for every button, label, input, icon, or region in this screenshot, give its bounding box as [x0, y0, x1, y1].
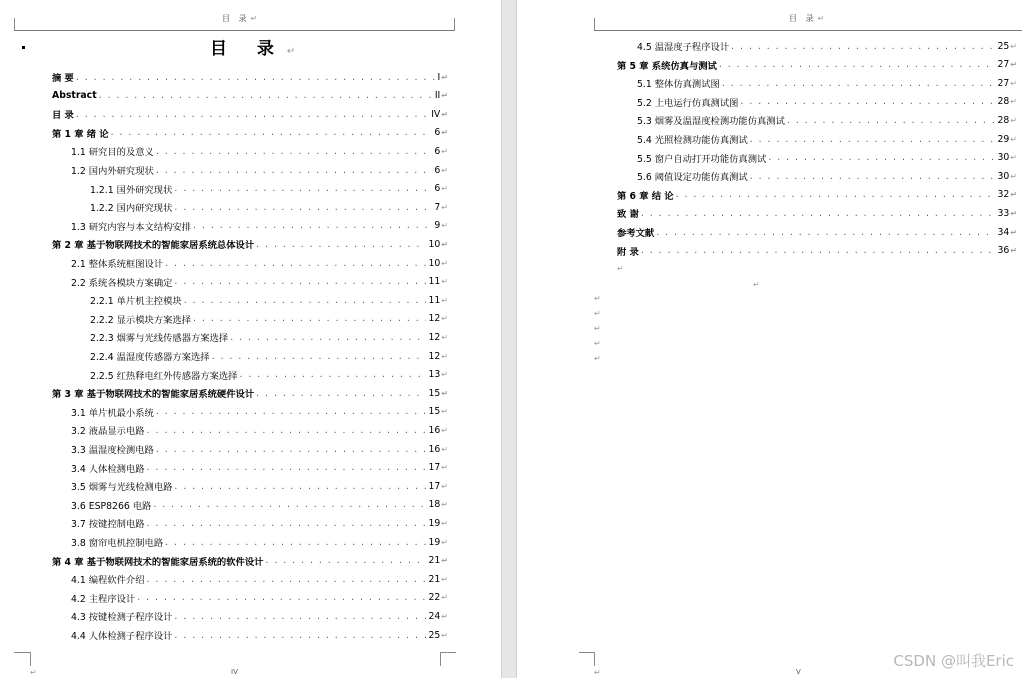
toc-leader-dots: [147, 574, 427, 585]
toc-entry[interactable]: [637, 95, 1017, 109]
toc-entry-page: 29: [997, 133, 1010, 145]
footer-corner-mark: [30, 652, 31, 666]
toc-entry-label: 2.1 整体系统框图设计: [71, 259, 164, 270]
toc-entry-page: 33: [997, 207, 1010, 219]
toc-leader-dots: [174, 183, 432, 194]
toc-entry-page: 11: [428, 276, 441, 288]
toc-entry-page: 30: [997, 152, 1010, 164]
paragraph-mark: ↵: [1010, 208, 1017, 218]
paragraph-mark: ↵: [441, 463, 448, 473]
toc-entry[interactable]: [71, 405, 448, 419]
document-page-left: [0, 0, 501, 678]
toc-entry-label: 1.2 国内外研究现状: [71, 166, 154, 177]
toc-leader-dots: [153, 499, 426, 510]
toc-leader-dots: [147, 462, 427, 473]
header-rule: [594, 30, 1022, 31]
toc-leader-dots: [174, 630, 426, 641]
toc-entry[interactable]: [71, 628, 448, 642]
toc-leader-dots: [156, 146, 433, 157]
paragraph-mark: ↵: [441, 221, 448, 231]
toc-entry[interactable]: [71, 163, 448, 177]
toc-entry-label: 4.5 温湿度子程序设计: [637, 42, 730, 53]
toc-entry-page: 6: [434, 164, 441, 176]
toc-leader-dots: [193, 313, 426, 324]
toc-leader-dots: [111, 127, 433, 138]
paragraph-mark: ↵: [441, 258, 448, 268]
document-page-right: [517, 0, 1022, 678]
toc-entry[interactable]: [637, 113, 1017, 127]
toc-entry-label: 第 3 章 基于物联网技术的智能家居系统硬件设计: [52, 389, 255, 401]
toc-entry-label: 1.3 研究内容与本文结构安排: [71, 221, 192, 233]
toc-entry[interactable]: [637, 39, 1017, 53]
footer-corner-mark: [440, 652, 456, 653]
toc-entry-page: 28: [997, 114, 1010, 126]
toc-leader-dots: [719, 59, 996, 70]
toc-leader-dots: [174, 202, 432, 213]
toc-entry[interactable]: [637, 132, 1017, 146]
toc-entry-page: 19: [428, 517, 441, 529]
paragraph-mark: ↵: [594, 668, 601, 677]
toc-entry-label: 3.5 烟雾与光线检测电路: [71, 482, 173, 494]
toc-entry-page: 28: [997, 96, 1010, 108]
toc-entry-label: 5.2 上电运行仿真测试图: [637, 97, 739, 109]
toc-entry-label: 2.2.1 单片机主控模块: [90, 296, 182, 308]
paragraph-mark: ↵: [594, 309, 601, 318]
paragraph-mark: ↵: [441, 630, 448, 640]
toc-leader-dots: [174, 611, 426, 622]
paragraph-mark: ↵: [441, 202, 448, 212]
paragraph-mark: ↵: [594, 339, 601, 348]
toc-entry-label: 1.1 研究目的及意义: [71, 147, 154, 159]
toc-leader-dots: [740, 96, 995, 107]
paragraph-mark: ↵: [1010, 246, 1017, 256]
toc-entry[interactable]: [71, 442, 448, 456]
toc-entry[interactable]: [52, 70, 448, 84]
toc-entry-page: 10: [428, 257, 441, 269]
page-gap: [501, 0, 517, 678]
paragraph-mark: ↵: [30, 668, 37, 677]
toc-entry-page: 12: [428, 350, 441, 362]
page-number: V: [796, 668, 801, 676]
toc-entry-page: 21: [428, 573, 441, 585]
toc-entry-label: 2.2.2 显示模块方案选择: [90, 314, 191, 326]
toc-leader-dots: [76, 109, 429, 120]
header-rule: [14, 30, 454, 31]
toc-entry-page: 12: [428, 331, 441, 343]
toc-leader-dots: [641, 208, 996, 219]
toc-leader-dots: [156, 406, 427, 417]
paragraph-mark: ↵: [1010, 171, 1017, 181]
toc-leader-dots: [641, 245, 996, 256]
watermark: CSDN @叫我Eric: [893, 652, 1014, 670]
toc-leader-dots: [787, 115, 996, 126]
toc-entry[interactable]: [90, 330, 448, 344]
toc-entry-page: 27: [997, 77, 1010, 89]
toc-entry-label: 5.6 阈值设定功能仿真测试: [637, 172, 748, 184]
toc-entry-label: 3.6 ESP8266 电路: [71, 500, 152, 512]
toc-entry-page: 6: [434, 183, 441, 195]
toc-entry-label: 第 5 章 系统仿真与测试: [617, 60, 717, 72]
toc-leader-dots: [731, 41, 995, 52]
toc-entry[interactable]: [71, 516, 448, 530]
toc-leader-dots: [147, 518, 427, 529]
toc-entry-page: 36: [997, 245, 1010, 257]
toc-entry[interactable]: [71, 572, 448, 586]
bullet-mark: [22, 46, 25, 49]
toc-entry[interactable]: [617, 225, 1017, 239]
toc-entry[interactable]: [637, 169, 1017, 183]
paragraph-mark: ↵: [441, 425, 448, 435]
toc-leader-dots: [212, 351, 427, 362]
toc-entry-page: 17: [428, 480, 441, 492]
toc-entry[interactable]: [90, 200, 448, 214]
toc-leader-dots: [256, 388, 426, 399]
paragraph-mark: ↵: [441, 537, 448, 547]
toc-entry-label: 5.3 烟雾及温湿度检测功能仿真测试: [637, 116, 785, 128]
toc-entry-label: 1.2.2 国内研究现状: [90, 203, 173, 215]
toc-entry-label: 第 1 章 绪 论: [52, 128, 109, 140]
paragraph-mark: ↵: [1010, 115, 1017, 125]
toc-leader-dots: [676, 189, 996, 200]
paragraph-mark: ↵: [441, 314, 448, 324]
toc-entry-page: 25: [997, 40, 1010, 52]
toc-entry-page: 22: [428, 592, 441, 604]
toc-entry[interactable]: [637, 151, 1017, 165]
toc-entry[interactable]: [52, 126, 448, 140]
toc-entry-page: 32: [997, 189, 1010, 201]
toc-leader-dots: [239, 369, 426, 380]
toc-entry-label: 第 6 章 结 论: [617, 190, 674, 202]
paragraph-mark: ↵: [441, 146, 448, 156]
toc-leader-dots: [147, 425, 427, 436]
toc-entry-page: 17: [428, 462, 441, 474]
paragraph-mark: ↵: [594, 324, 601, 333]
toc-leader-dots: [174, 276, 426, 287]
paragraph-mark: ↵: [441, 239, 448, 249]
paragraph-mark: ↵: [1010, 60, 1017, 70]
page-header: 目 录↵: [789, 14, 828, 23]
paragraph-mark: ↵: [441, 165, 448, 175]
paragraph-mark: ↵: [441, 332, 448, 342]
toc-entry-page: 16: [428, 443, 441, 455]
paragraph-mark: ↵: [1010, 97, 1017, 107]
toc-entry-page: 6: [434, 127, 441, 139]
paragraph-mark: ↵: [594, 294, 601, 303]
toc-entry-page: 6: [434, 145, 441, 157]
toc-leader-dots: [750, 171, 996, 182]
toc-entry[interactable]: [617, 188, 1017, 202]
toc-title: 目 录↵: [210, 39, 296, 59]
paragraph-mark: ↵: [1010, 227, 1017, 237]
toc-entry-page: 16: [428, 424, 441, 436]
paragraph-mark: ↵: [594, 354, 601, 363]
toc-entry-label: 5.5 窗户自动打开功能仿真测试: [637, 153, 767, 165]
toc-leader-dots: [156, 165, 433, 176]
toc-entry-page: 11: [428, 294, 441, 306]
toc-entry-label: 3.2 液晶显示电路: [71, 426, 145, 438]
toc-entry[interactable]: [617, 244, 1017, 258]
toc-entry-page: 18: [428, 499, 441, 511]
paragraph-mark: ↵: [441, 611, 448, 621]
toc-leader-dots: [165, 537, 426, 548]
toc-leader-dots: [174, 481, 426, 492]
toc-entry-label: 1.2.1 国外研究现状: [90, 184, 173, 196]
toc-entry-page: 9: [434, 220, 441, 232]
toc-entry[interactable]: [52, 107, 448, 121]
toc-entry[interactable]: [90, 182, 448, 196]
toc-entry-label: 2.2.3 烟雾与光线传感器方案选择: [90, 333, 229, 345]
toc-entry-label: 2.2.4 温湿度传感器方案选择: [90, 352, 210, 363]
toc-entry-page: 19: [428, 536, 441, 548]
toc-entry-page: 24: [428, 610, 441, 622]
toc-entry[interactable]: [617, 206, 1017, 220]
toc-entry-page: 30: [997, 170, 1010, 182]
paragraph-mark: ↵: [441, 388, 448, 398]
toc-entry[interactable]: [637, 76, 1017, 90]
toc-entry-label: 2.2 系统各模块方案确定: [71, 277, 173, 289]
toc-entry[interactable]: [71, 275, 448, 289]
toc-entry-label: 3.1 单片机最小系统: [71, 407, 154, 419]
toc-entry-page: 13: [428, 369, 441, 381]
toc-entry-label: 3.4 人体检测电路: [71, 463, 145, 475]
paragraph-mark: ↵: [441, 72, 448, 82]
paragraph-mark: ↵: [617, 264, 624, 273]
toc-entry-label: 4.4 人体检测子程序设计: [71, 631, 173, 642]
paragraph-mark: ↵: [441, 556, 448, 566]
paragraph-mark: ↵: [1010, 41, 1017, 51]
toc-entry[interactable]: [52, 386, 448, 400]
toc-leader-dots: [156, 444, 427, 455]
toc-entry-page: 25: [428, 629, 441, 641]
toc-entry-label: 3.7 按键控制电路: [71, 519, 145, 531]
toc-entry-page: 7: [434, 201, 441, 213]
toc-entry[interactable]: [71, 591, 448, 605]
footer-corner-mark: [440, 652, 441, 666]
toc-entry[interactable]: [71, 256, 448, 270]
toc-leader-dots: [230, 332, 426, 343]
footer-corner-mark: [14, 652, 30, 653]
paragraph-mark: ↵: [441, 444, 448, 454]
toc-entry[interactable]: [71, 609, 448, 623]
paragraph-mark: ↵: [441, 351, 448, 361]
toc-entry-label: 2.2.5 红热释电红外传感器方案选择: [90, 370, 238, 382]
toc-leader-dots: [76, 72, 436, 83]
toc-entry-page: 10: [428, 238, 441, 250]
paragraph-mark: ↵: [441, 407, 448, 417]
paragraph-mark: ↵: [441, 500, 448, 510]
paragraph-mark: ↵: [441, 277, 448, 287]
toc-entry-label: 致 谢: [617, 209, 639, 221]
toc-leader-dots: [256, 239, 426, 250]
paragraph-mark: ↵: [441, 574, 448, 584]
toc-entry-page: I: [437, 71, 441, 83]
toc-entry[interactable]: [71, 461, 448, 475]
toc-entry[interactable]: [71, 479, 448, 493]
toc-entry-page: 15: [428, 406, 441, 418]
toc-entry-label: 4.2 主程序设计: [71, 593, 136, 605]
paragraph-mark: ↵: [753, 280, 760, 289]
paragraph-mark: ↵: [441, 109, 448, 119]
toc-entry[interactable]: [90, 349, 448, 363]
toc-leader-dots: [768, 152, 995, 163]
toc-entry-label: 3.8 窗帘电机控制电路: [71, 538, 164, 549]
toc-leader-dots: [750, 134, 996, 145]
paragraph-mark: ↵: [441, 481, 448, 491]
toc-entry-label: 第 2 章 基于物联网技术的智能家居系统总体设计: [52, 240, 255, 252]
paragraph-mark: ↵: [1010, 134, 1017, 144]
paragraph-mark: ↵: [441, 518, 448, 528]
toc-entry[interactable]: [71, 423, 448, 437]
toc-leader-dots: [722, 78, 996, 89]
toc-entry-label: 3.3 温湿度检测电路: [71, 445, 154, 456]
toc-entry-page: 15: [428, 387, 441, 399]
toc-entry[interactable]: [71, 144, 448, 158]
page-header: 目 录↵: [222, 14, 261, 23]
toc-entry-label: 参考文献: [617, 228, 655, 239]
toc-leader-dots: [265, 555, 426, 566]
toc-entry[interactable]: [90, 368, 448, 382]
toc-entry[interactable]: [617, 58, 1017, 72]
toc-leader-dots: [656, 227, 995, 238]
paragraph-mark: ↵: [1010, 78, 1017, 88]
toc-entry-label: 摘 要: [52, 73, 74, 84]
toc-entry[interactable]: [71, 535, 448, 549]
toc-entry[interactable]: [52, 237, 448, 251]
paragraph-mark: ↵: [441, 91, 448, 101]
paragraph-mark: ↵: [1010, 153, 1017, 163]
header-corner-mark: [454, 18, 455, 31]
toc-leader-dots: [99, 90, 433, 101]
toc-entry-label: 第 4 章 基于物联网技术的智能家居系统的软件设计: [52, 556, 264, 568]
toc-entry-page: II: [434, 90, 441, 102]
toc-entry-page: 12: [428, 313, 441, 325]
paragraph-mark: ↵: [441, 128, 448, 138]
toc-entry-label: 4.3 按键检测子程序设计: [71, 612, 173, 624]
toc-entry-label: 目 录: [52, 110, 74, 122]
toc-entry-page: 21: [428, 555, 441, 567]
toc-entry[interactable]: [71, 219, 448, 233]
paragraph-mark: ↵: [441, 295, 448, 305]
toc-entry-page: IV: [431, 108, 441, 120]
page-number: IV: [231, 668, 238, 676]
toc-entry[interactable]: [71, 498, 448, 512]
toc-entry[interactable]: [52, 554, 448, 568]
toc-leader-dots: [137, 592, 426, 603]
toc-leader-dots: [184, 295, 427, 306]
toc-entry-page: 27: [997, 59, 1010, 71]
toc-leader-dots: [165, 258, 426, 269]
toc-entry-page: 34: [997, 226, 1010, 238]
toc-entry[interactable]: [90, 293, 448, 307]
toc-entry-label: 5.4 光照检测功能仿真测试: [637, 135, 748, 146]
paragraph-mark: ↵: [441, 184, 448, 194]
toc-entry-label: 附 录: [617, 246, 639, 258]
toc-entry[interactable]: [52, 89, 448, 103]
toc-leader-dots: [193, 220, 432, 231]
toc-entry[interactable]: [90, 312, 448, 326]
footer-corner-mark: [579, 652, 595, 653]
paragraph-mark: ↵: [441, 370, 448, 380]
toc-entry-label: 5.1 整体仿真测试图: [637, 79, 720, 91]
toc-entry-label: 4.1 编程软件介绍: [71, 575, 145, 587]
toc-entry-label: Abstract: [52, 90, 97, 102]
paragraph-mark: ↵: [441, 593, 448, 603]
paragraph-mark: ↵: [1010, 190, 1017, 200]
footer-corner-mark: [594, 652, 595, 666]
